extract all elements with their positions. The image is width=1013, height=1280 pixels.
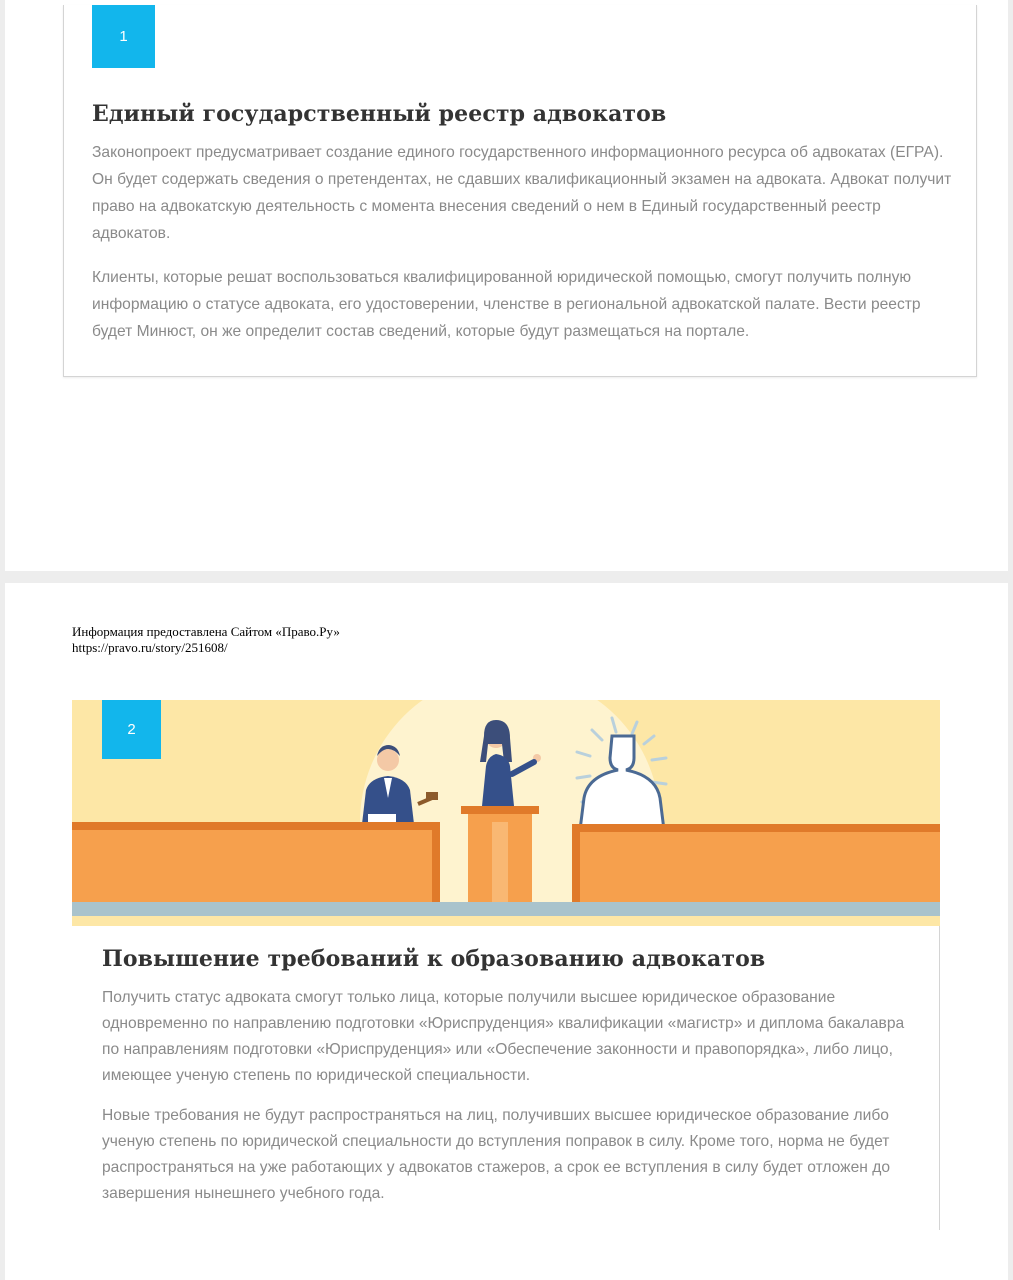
section-number-badge: 1 — [92, 5, 155, 68]
source-credit: Информация предоставлена Сайтом «Право.Ру» — [72, 624, 340, 639]
section-paragraph: Законопроект предусматривает создание единого государственного информационного ресурса об адвокатах (ЕГРА). Он будет содержать сведения о претендентах, не сдавших квалификационный экзамен на адвоката. Адвокат получит право на адвокатскую деятельность с момента внесения сведений о нем в Единый государственный реестр адвокатов. — [92, 144, 952, 242]
source-url: https://pravo.ru/story/251608/ — [72, 640, 228, 655]
source-note — [72, 624, 340, 656]
section-paragraph: Новые требования не будут распространяться на лиц, получивших высшее юридическое образование либо ученую степень по юридической специальности до вступления поправок в силу. Кроме того, норма не будет распространяться на уже работающих у адвокатов стажеров, а срок ее вступления в силу будет отложен до завершения нынешнего учебного года. — [102, 1107, 890, 1202]
document-page-1 — [5, 0, 1008, 571]
section-card-egra — [63, 5, 977, 377]
section-paragraph: Клиенты, которые решат воспользоваться квалифицированной юридической помощью, смогут получить полную информацию о статусе адвоката, его удостоверении, членстве в региональной адвокатской палате. Вести реестр будет Минюст, он же определит состав сведений, которые будут размещаться на портале. — [92, 269, 921, 340]
document-page-2 — [5, 583, 1008, 1280]
section-title: Повышение требований к образованию адвокатов — [102, 946, 766, 972]
section-number-badge: 2 — [102, 700, 161, 759]
section-card-education — [72, 700, 940, 1228]
courtroom-illustration — [72, 700, 940, 926]
section-paragraph: Получить статус адвоката смогут только лица, которые получили высшее юридическое образование одновременно по направлению подготовки «Юриспруденция» квалификации «магистр» и диплома бакалавра по направлениям подготовки «Юриспруденция» или «Обеспечение законности и правопорядка», либо лицо, имеющее ученую степень по юридической специальности. — [102, 989, 905, 1084]
card-border — [939, 926, 940, 1230]
section-title: Единый государственный реестр адвокатов — [92, 101, 667, 127]
